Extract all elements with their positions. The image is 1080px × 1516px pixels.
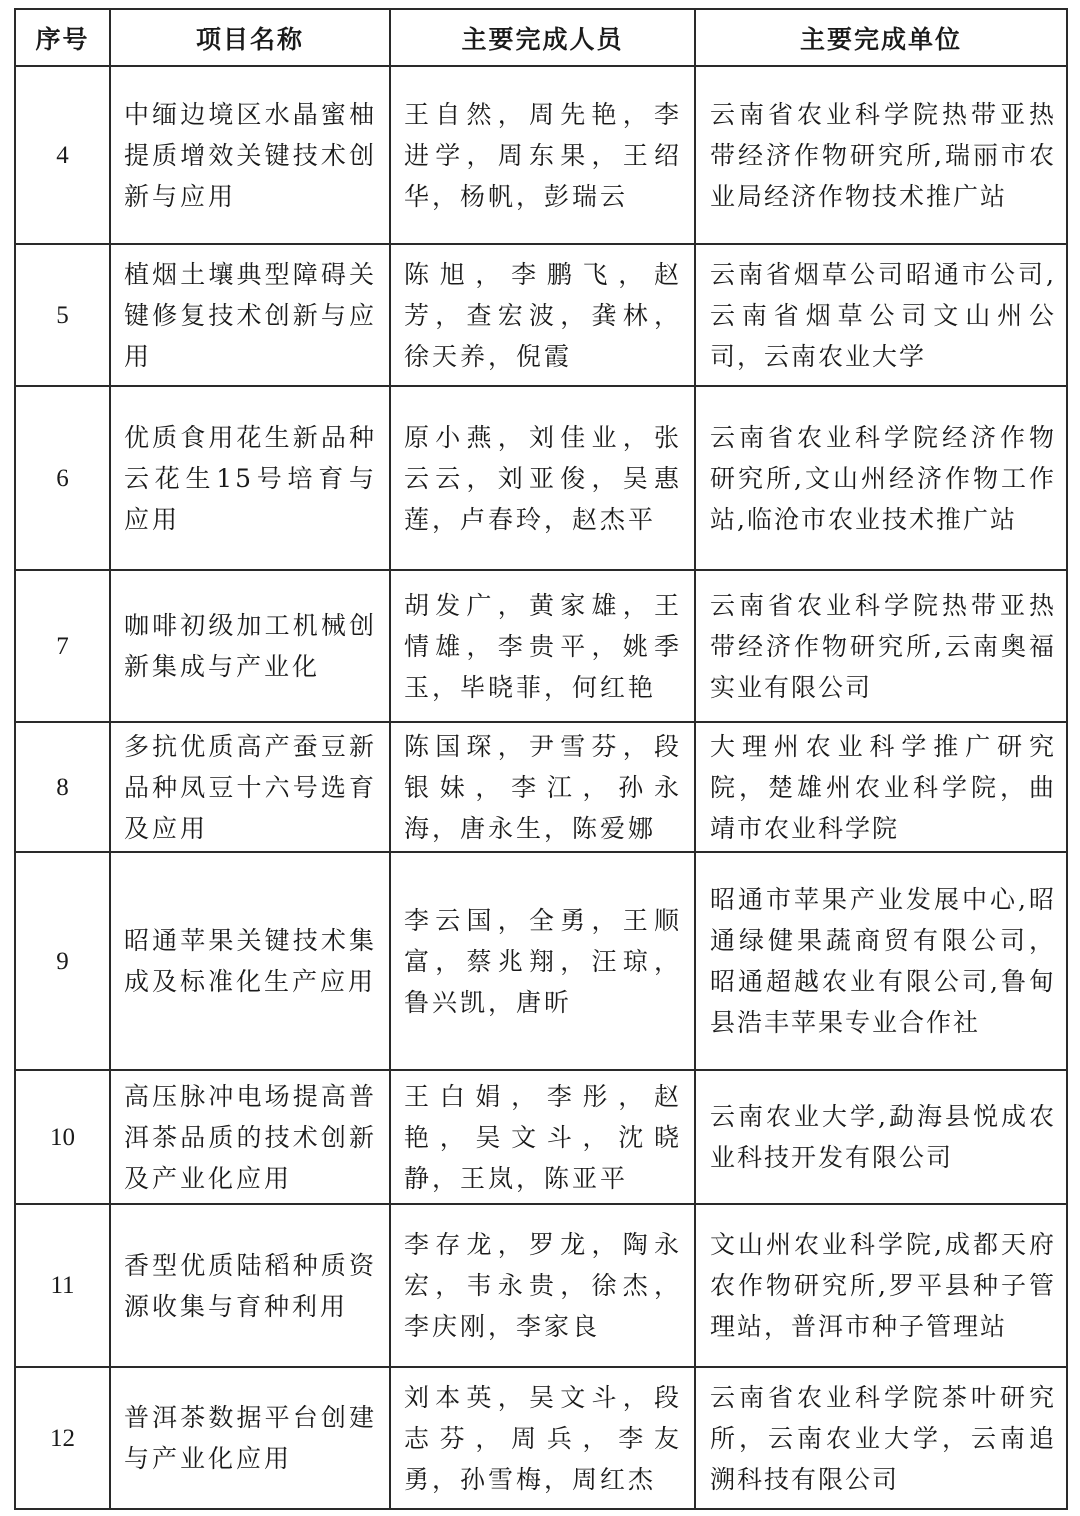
row-project-name: 多抗优质高产蚕豆新品种凤豆十六号选育及应用 <box>110 722 390 852</box>
row-no: 6 <box>15 386 110 570</box>
table-row <box>15 244 1067 386</box>
header-row <box>15 9 1067 66</box>
table-body <box>15 66 1067 1509</box>
table-row <box>15 1070 1067 1204</box>
row-project-name: 香型优质陆稻种质资源收集与育种利用 <box>110 1204 390 1367</box>
row-no: 10 <box>15 1070 110 1204</box>
header-units: 主要完成单位 <box>695 9 1067 66</box>
row-people: 陈旭，李鹏飞，赵芳，查宏波，龚林，徐天养，倪霞 <box>390 244 695 386</box>
row-project-name: 中缅边境区水晶蜜柚提质增效关键技术创新与应用 <box>110 66 390 244</box>
row-no: 11 <box>15 1204 110 1367</box>
row-project-name: 普洱茶数据平台创建与产业化应用 <box>110 1367 390 1509</box>
row-people: 李存龙，罗龙，陶永宏，韦永贵，徐杰，李庆刚，李家良 <box>390 1204 695 1367</box>
row-units: 云南省农业科学院热带亚热带经济作物研究所,瑞丽市农业局经济作物技术推广站 <box>695 66 1067 244</box>
table-row <box>15 386 1067 570</box>
row-people: 胡发广，黄家雄，王情雄，李贵平，姚季玉，毕晓菲，何红艳 <box>390 570 695 722</box>
header-no: 序号 <box>15 9 110 66</box>
header-people: 主要完成人员 <box>390 9 695 66</box>
table-row <box>15 570 1067 722</box>
row-units: 昭通市苹果产业发展中心,昭通绿健果蔬商贸有限公司，昭通超越农业有限公司,鲁甸县浩丰苹果专业合作社 <box>695 852 1067 1070</box>
table-row <box>15 722 1067 852</box>
table-row <box>15 852 1067 1070</box>
row-units: 云南省农业科学院热带亚热带经济作物研究所,云南奥福实业有限公司 <box>695 570 1067 722</box>
header-project-name: 项目名称 <box>110 9 390 66</box>
award-table <box>14 8 1068 1510</box>
row-units: 云南省农业科学院经济作物研究所,文山州经济作物工作站,临沧市农业技术推广站 <box>695 386 1067 570</box>
row-units: 云南农业大学,勐海县悦成农业科技开发有限公司 <box>695 1070 1067 1204</box>
row-people: 李云国，全勇，王顺富，蔡兆翔，汪琼，鲁兴凯，唐昕 <box>390 852 695 1070</box>
row-no: 8 <box>15 722 110 852</box>
row-units: 大理州农业科学推广研究院，楚雄州农业科学院，曲靖市农业科学院 <box>695 722 1067 852</box>
row-people: 刘本英，吴文斗，段志芬，周兵，李友勇，孙雪梅，周红杰 <box>390 1367 695 1509</box>
row-no: 5 <box>15 244 110 386</box>
row-no: 4 <box>15 66 110 244</box>
row-project-name: 咖啡初级加工机械创新集成与产业化 <box>110 570 390 722</box>
table-row <box>15 66 1067 244</box>
row-project-name: 植烟土壤典型障碍关键修复技术创新与应用 <box>110 244 390 386</box>
row-project-name: 优质食用花生新品种云花生15号培育与应用 <box>110 386 390 570</box>
row-people: 原小燕，刘佳业，张云云，刘亚俊，吴惠莲，卢春玲，赵杰平 <box>390 386 695 570</box>
row-units: 文山州农业科学院,成都天府农作物研究所,罗平县种子管理站，普洱市种子管理站 <box>695 1204 1067 1367</box>
row-people: 王白娟，李彤，赵艳，吴文斗，沈晓静，王岚，陈亚平 <box>390 1070 695 1204</box>
table-header <box>15 9 1067 66</box>
row-project-name: 昭通苹果关键技术集成及标准化生产应用 <box>110 852 390 1070</box>
row-project-name: 高压脉冲电场提高普洱茶品质的技术创新及产业化应用 <box>110 1070 390 1204</box>
row-no: 9 <box>15 852 110 1070</box>
row-people: 陈国琛，尹雪芬，段银妹，李江，孙永海，唐永生，陈爱娜 <box>390 722 695 852</box>
table-row <box>15 1204 1067 1367</box>
row-units: 云南省农业科学院茶叶研究所，云南农业大学，云南追溯科技有限公司 <box>695 1367 1067 1509</box>
row-people: 王自然，周先艳，李进学，周东果，王绍华，杨帆，彭瑞云 <box>390 66 695 244</box>
row-units: 云南省烟草公司昭通市公司,云南省烟草公司文山州公司，云南农业大学 <box>695 244 1067 386</box>
table-row <box>15 1367 1067 1509</box>
award-table-container <box>14 8 1066 1510</box>
row-no: 12 <box>15 1367 110 1509</box>
row-no: 7 <box>15 570 110 722</box>
